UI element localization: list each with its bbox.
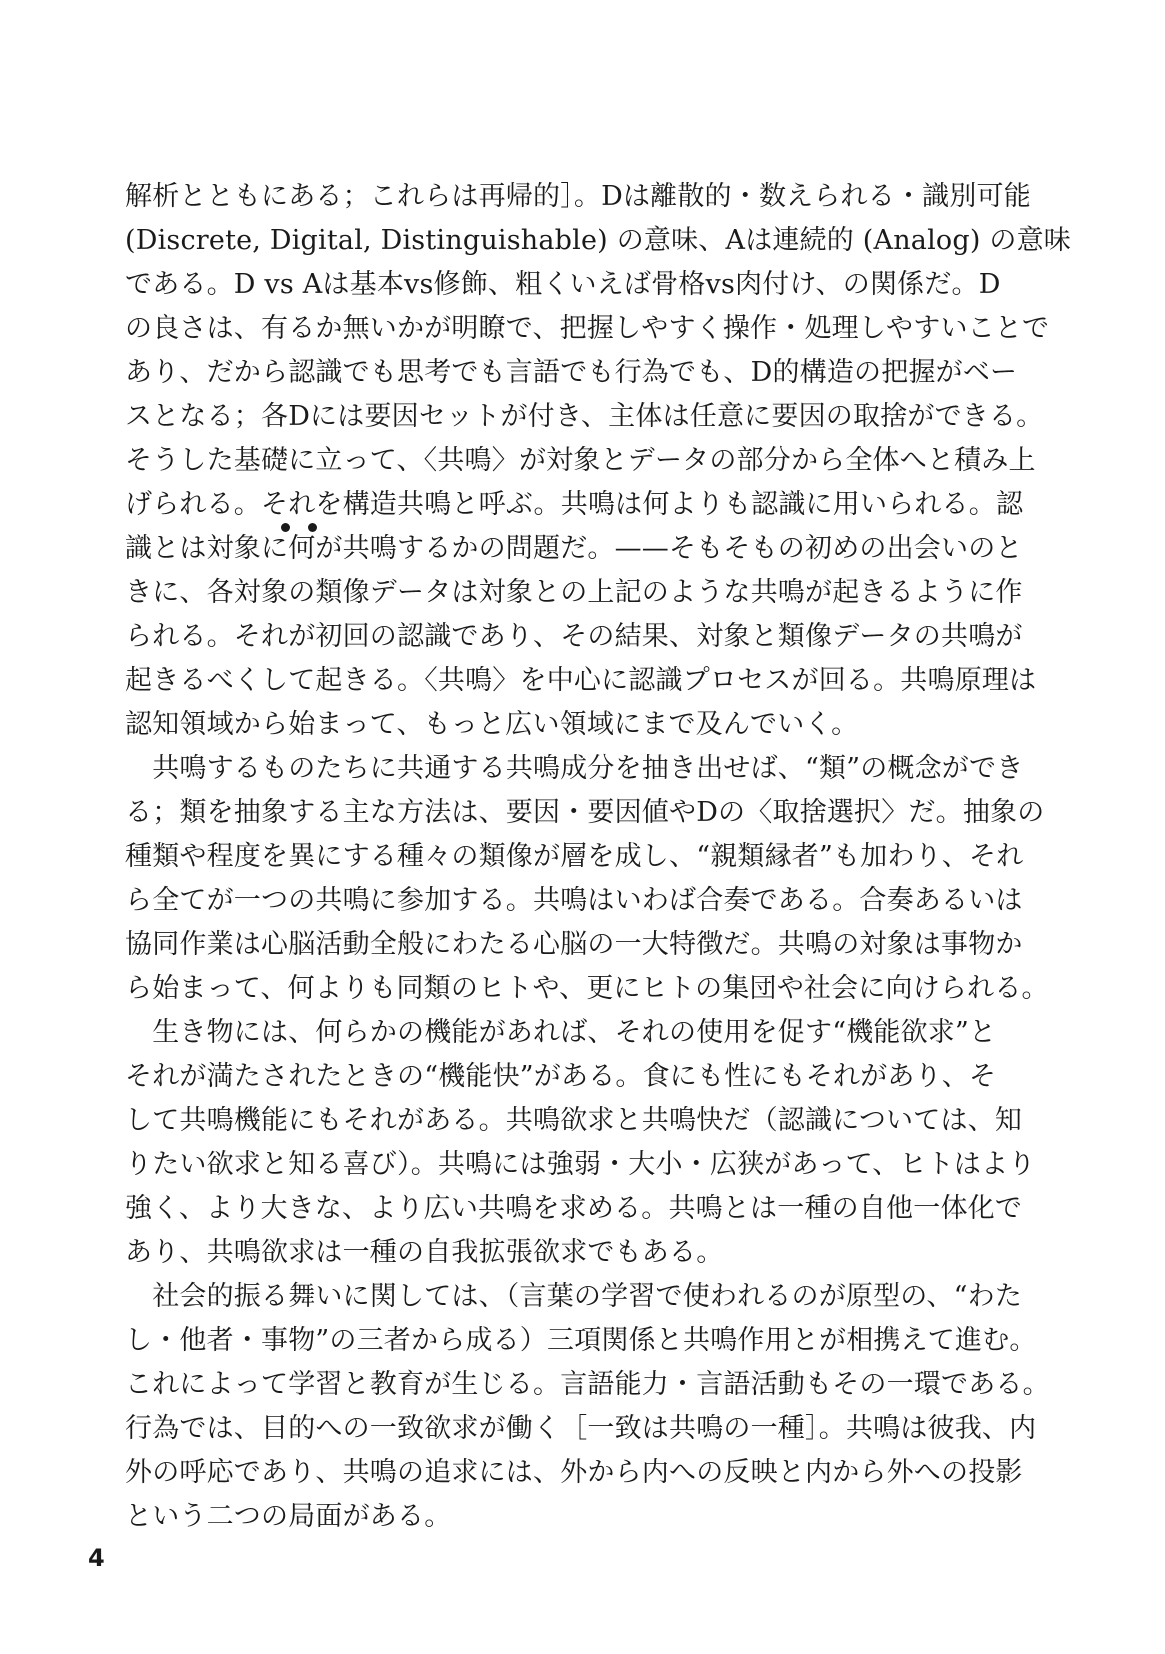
text-line: そうした基礎に立って、〈共鳴〉が対象とデータの部分から全体へと積み上 (125, 445, 1036, 476)
text-line: して共鳴機能にもそれがある。共鳴欲求と共鳴快だ（認識については、知 (125, 1105, 1023, 1136)
text-line: 行為では、目的への一致欲求が働く［一致は共鳴の一種］。共鳴は彼我、内 (125, 1413, 1037, 1444)
text-line: し・他者・事物”の三者から成る）三項関係と共鳴作用とが相携えて進む。 (125, 1325, 1037, 1356)
text-line: (Discrete, Digital, Distinguishable) の意味、Aは連続的 (Analog) の意味 (125, 225, 1071, 256)
text-line: の良さは、有るか無いかが明瞭で、把握しやすく操作・処理しやすいことで (125, 313, 1050, 344)
text-line: という二つの局面がある。 (125, 1501, 452, 1532)
text-line: ら始まって、何よりも同類のヒトや、更にヒトの集団や社会に向けられる。 (125, 973, 1049, 1004)
text-line: 強く、より大きな、より広い共鳴を求める。共鳴とは一種の自他一体化で (125, 1193, 1023, 1224)
text-line: 解析とともにある；これらは再帰的］。Dは離散的・数えられる・識別可能 (125, 181, 1031, 212)
text-line: これによって学習と教育が生じる。言語能力・言語活動もその一環である。 (125, 1369, 1050, 1400)
emphasis-dot (281, 523, 290, 532)
text-line: られる。それが初回の認識であり、その結果、対象と類像データの共鳴が (125, 621, 1023, 652)
text-line: 起きるべくして起きる。〈共鳴〉を中心に認識プロセスが回る。共鳴原理は (125, 665, 1037, 696)
text-line: 外の呼応であり、共鳴の追求には、外から内への反映と内から外への投影 (125, 1457, 1023, 1488)
text-line: 識とは対象に何が共鳴するかの問題だ。——そもそもの初めの出会いのと (125, 533, 1023, 564)
text-line: 社会的振る舞いに関しては、（言葉の学習で使われるのが原型の、“わた (125, 1281, 1023, 1312)
text-line: 共鳴するものたちに共通する共鳴成分を抽き出せば、“類”の概念ができ (125, 753, 1024, 784)
emphasis-dots (281, 523, 321, 535)
text-line: スとなる；各Dには要因セットが付き、主体は任意に要因の取捨ができる。 (125, 401, 1044, 432)
text-line: 協同作業は心脳活動全般にわたる心脳の一大特徴だ。共鳴の対象は事物か (125, 929, 1023, 960)
text-line: ら全てが一つの共鳴に参加する。共鳴はいわば合奏である。合奏あるいは (125, 885, 1023, 916)
text-line: あり、だから認識でも思考でも言語でも行為でも、D的構造の把握がベー (125, 357, 1018, 388)
text-line: 種類や程度を異にする種々の類像が層を成し、“親類縁者”も加わり、それ (125, 841, 1024, 872)
text-line: げられる。それを構造共鳴と呼ぶ。共鳴は何よりも認識に用いられる。認 (125, 489, 1024, 520)
text-line: それが満たされたときの“機能快”がある。食にも性にもそれがあり、そ (125, 1061, 997, 1092)
text-line: きに、各対象の類像データは対象との上記のような共鳴が起きるように作 (125, 577, 1023, 608)
emphasis-dot (308, 523, 317, 532)
text-line: 認知領域から始まって、もっと広い領域にまで及んでいく。 (125, 709, 859, 740)
text-line: 生き物には、何らかの機能があれば、それの使用を促す“機能欲求”と (125, 1017, 997, 1048)
text-line: る；類を抽象する主な方法は、要因・要因値やDの〈取捨選択〉だ。抽象の (125, 797, 1045, 828)
page-number: 4 (88, 1544, 105, 1572)
text-line: あり、共鳴欲求は一種の自我拡張欲求でもある。 (125, 1237, 724, 1268)
text-line: である。D vs Aは基本vs修飾、粗くいえば骨格vs肉付け、の関係だ。D (125, 269, 1001, 300)
text-line: りたい欲求と知る喜び）。共鳴には強弱・大小・広狭があって、ヒトはより (125, 1149, 1036, 1180)
body-text (125, 175, 1071, 1539)
